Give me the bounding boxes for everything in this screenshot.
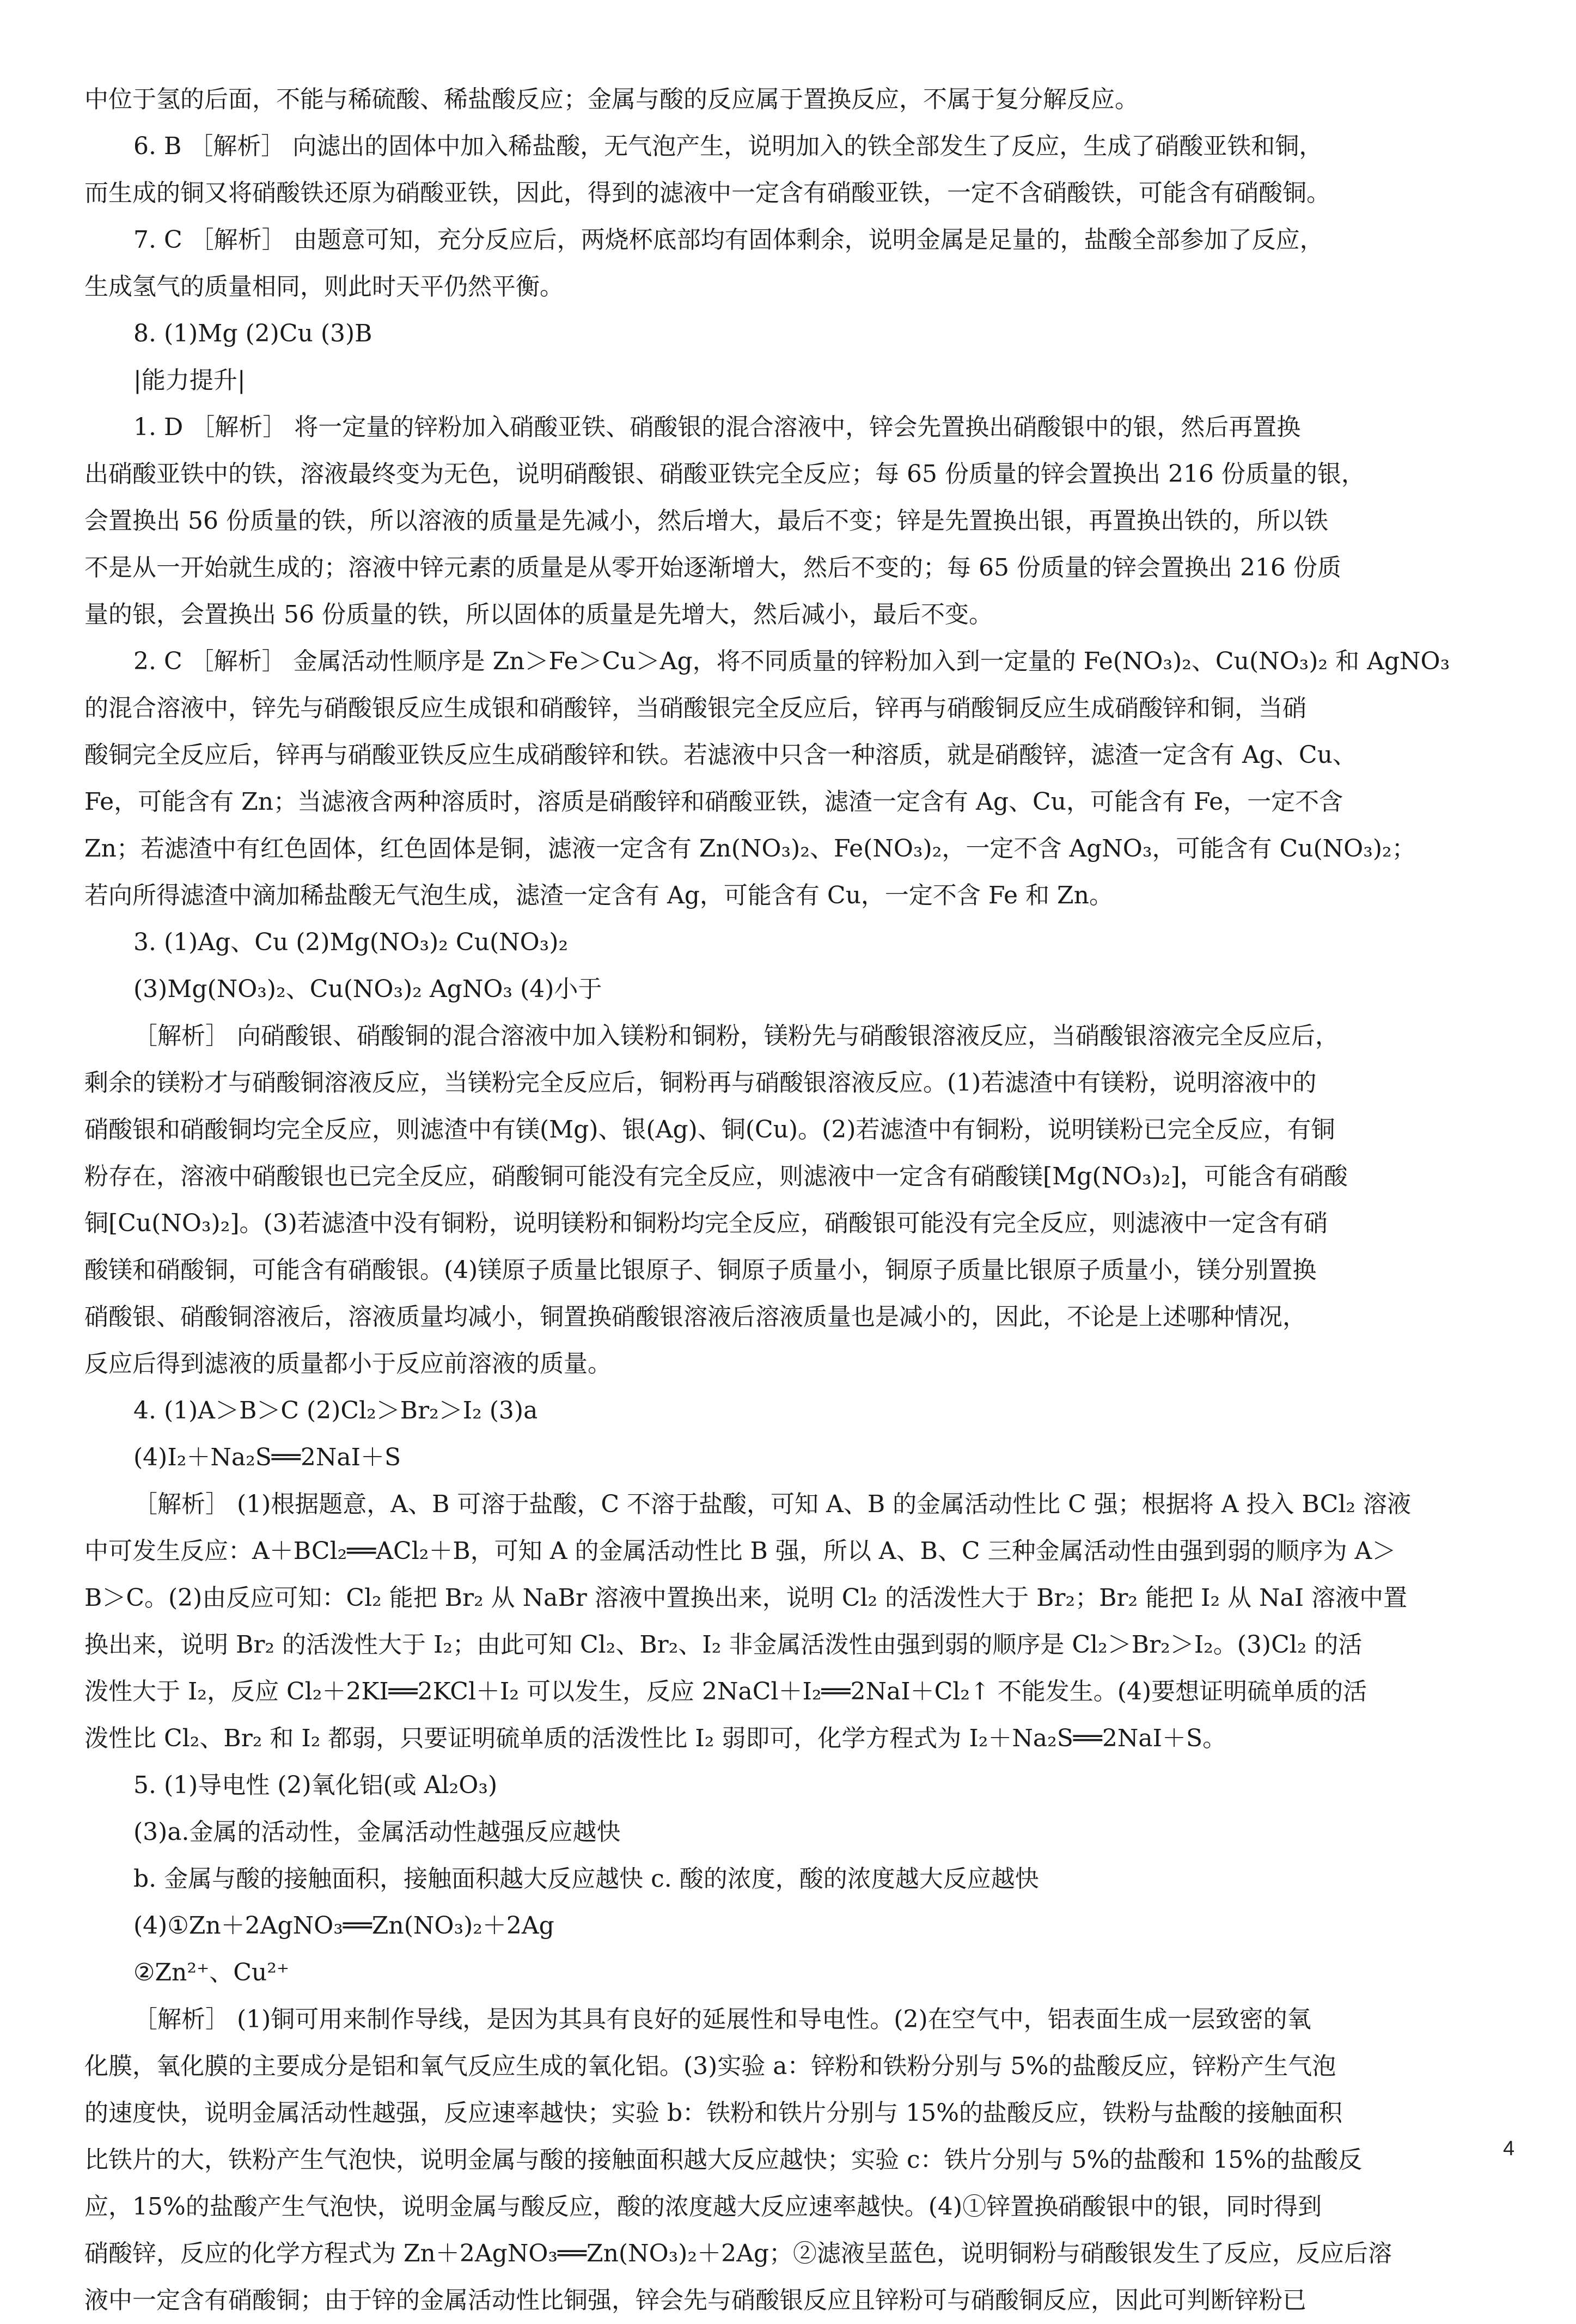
text-line: b. 金属与酸的接触面积，接触面积越大反应越快 c. 酸的浓度，酸的浓度越大反应越快 <box>133 1865 1039 1893</box>
text-line: 若向所得滤渣中滴加稀盐酸无气泡生成，滤渣一定含有 Ag，可能含有 Cu，一定不含 Fe 和 Zn。 <box>84 882 1113 909</box>
text-line: Zn；若滤渣中有红色固体，红色固体是铜，滤液一定含有 Zn(NO₃)₂、Fe(NO₃)₂，一定不含 AgNO₃，可能含有 Cu(NO₃)₂； <box>84 835 1416 863</box>
text-line: 应，15%的盐酸产生气泡快，说明金属与酸反应，酸的浓度越大反应速率越快。(4)①锌置换硝酸银中的银，同时得到 <box>84 2193 1322 2221</box>
answer-8-line: 8. (1)Mg (2)Cu (3)B <box>133 320 372 347</box>
text-line: 粉存在，溶液中硝酸银也已完全反应，硝酸铜可能没有完全反应，则滤液中一定含有硝酸镁[Mg(NO₃)₂]，可能含有硝酸 <box>84 1163 1348 1190</box>
text-line: 的速度快，说明金属活动性越强，反应速率越快；实验 b：铁粉和铁片分别与 15%的盐酸反应，铁粉与盐酸的接触面积 <box>84 2099 1342 2127</box>
text-line: 中位于氢的后面，不能与稀硫酸、稀盐酸反应；金属与酸的反应属于置换反应，不属于复分解反应。 <box>84 85 1139 113</box>
answer-4-line: 4. (1)A＞B＞C (2)Cl₂＞Br₂＞I₂ (3)a <box>133 1397 538 1424</box>
text-line: 出硝酸亚铁中的铁，溶液最终变为无色，说明硝酸银、硝酸亚铁完全反应；每 65 份质量的锌会置换出 216 份质量的银， <box>84 460 1365 488</box>
answer-3-line: 3. (1)Ag、Cu (2)Mg(NO₃)₂ Cu(NO₃)₂ <box>133 928 569 956</box>
text-line: 量的银，会置换出 56 份质量的铁，所以固体的质量是先增大，然后减小，最后不变。 <box>84 601 993 628</box>
text-line: 不是从一开始就生成的；溶液中锌元素的质量是从零开始逐渐增大，然后不变的；每 65 份质量的锌会置换出 216 份质 <box>84 554 1341 582</box>
text-line: (3)a.金属的活动性，金属活动性越强反应越快 <box>133 1818 621 1846</box>
text-line: 会置换出 56 份质量的铁，所以溶液的质量是先减小，然后增大，最后不变；锌是先置换出银，再置换出铁的，所以铁 <box>84 507 1328 535</box>
text-line: 化膜，氧化膜的主要成分是铝和氧气反应生成的氧化铝。(3)实验 a：锌粉和铁粉分别与 5%的盐酸反应，锌粉产生气泡 <box>84 2052 1336 2080</box>
text-line: 反应后得到滤液的质量都小于反应前溶液的质量。 <box>84 1350 612 1378</box>
text-line: (3)Mg(NO₃)₂、Cu(NO₃)₂ AgNO₃ (4)小于 <box>133 975 602 1003</box>
text-line: 硝酸银和硝酸铜均完全反应，则滤渣中有镁(Mg)、银(Ag)、铜(Cu)。(2)若滤渣中有铜粉，说明镁粉已完全反应，有铜 <box>84 1116 1335 1143</box>
text-line: 硝酸银、硝酸铜溶液后，溶液质量均减小，铜置换硝酸银溶液后溶液质量也是减小的，因此，不论是上述哪种情况， <box>84 1303 1306 1331</box>
text-line: 剩余的镁粉才与硝酸铜溶液反应，当镁粉完全反应后，铜粉再与硝酸银溶液反应。(1)若滤渣中有镁粉，说明溶液中的 <box>84 1069 1317 1097</box>
analysis-5-line: ［解析］ (1)铜可用来制作导线，是因为其具有良好的延展性和导电性。(2)在空气中，铝表面生成一层致密的氧 <box>133 2005 1311 2033</box>
answer-7-line: 7. C ［解析］ 由题意可知，充分反应后，两烧杯底部均有固体剩余，说明金属是足量的，盐酸全部参加了反应， <box>133 226 1324 254</box>
equation-line: (4)I₂＋Na₂S══2NaI＋S <box>133 1444 401 1471</box>
text-line: 泼性比 Cl₂、Br₂ 和 I₂ 都弱，只要证明硫单质的活泼性比 I₂ 弱即可，化学方程式为 I₂＋Na₂S══2NaI＋S。 <box>84 1724 1227 1752</box>
analysis-3-line: ［解析］ 向硝酸银、硝酸铜的混合溶液中加入镁粉和铜粉，镁粉先与硝酸银溶液反应，当硝酸银溶液完全反应后， <box>133 1022 1339 1050</box>
text-line: 硝酸锌，反应的化学方程式为 Zn＋2AgNO₃══Zn(NO₃)₂＋2Ag；②滤液呈蓝色，说明铜粉与硝酸银发生了反应，反应后溶 <box>84 2240 1392 2267</box>
text-line: 比铁片的大，铁粉产生气泡快，说明金属与酸的接触面积越大反应越快；实验 c：铁片分别与 5%的盐酸和 15%的盐酸反 <box>84 2146 1363 2174</box>
text-line: 液中一定含有硝酸铜；由于锌的金属活动性比铜强，锌会先与硝酸银反应且锌粉可与硝酸铜反应，因此可判断锌粉已 <box>84 2286 1306 2314</box>
text-line: 泼性大于 I₂，反应 Cl₂＋2KI══2KCl＋I₂ 可以发生，反应 2NaCl＋I₂══2NaI＋Cl₂↑ 不能发生。(4)要想证明硫单质的活 <box>84 1678 1367 1705</box>
document-body <box>84 76 1517 2324</box>
answer-6-line: 6. B ［解析］ 向滤出的固体中加入稀盐酸，无气泡产生，说明加入的铁全部发生了反应，生成了硝酸亚铁和铜， <box>133 132 1323 160</box>
text-line: 换出来，说明 Br₂ 的活泼性大于 I₂；由此可知 Cl₂、Br₂、I₂ 非金属活泼性由强到弱的顺序是 Cl₂＞Br₂＞I₂。(3)Cl₂ 的活 <box>84 1631 1363 1659</box>
equation-line: (4)①Zn＋2AgNO₃══Zn(NO₃)₂＋2Ag <box>133 1912 554 1940</box>
answer-1-line: 1. D ［解析］ 将一定量的锌粉加入硝酸亚铁、硝酸银的混合溶液中，锌会先置换出硝酸银中的银，然后再置换 <box>133 413 1301 441</box>
text-line: 而生成的铜又将硝酸铁还原为硝酸亚铁，因此，得到的滤液中一定含有硝酸亚铁，一定不含硝酸铁，可能含有硝酸铜。 <box>84 179 1330 207</box>
text-line: 生成氢气的质量相同，则此时天平仍然平衡。 <box>84 273 564 301</box>
text-line: B＞C。(2)由反应可知：Cl₂ 能把 Br₂ 从 NaBr 溶液中置换出来，说明 Cl₂ 的活泼性大于 Br₂；Br₂ 能把 I₂ 从 NaI 溶液中置 <box>84 1584 1408 1612</box>
text-line: 铜[Cu(NO₃)₂]。(3)若滤渣中没有铜粉，说明镁粉和铜粉均完全反应，硝酸银可能没有完全反应，则滤液中一定含有硝 <box>84 1209 1328 1237</box>
section-heading: |能力提升| <box>133 366 246 394</box>
page-number: 4 <box>1503 2137 1515 2160</box>
analysis-4-line: ［解析］ (1)根据题意，A、B 可溶于盐酸，C 不溶于盐酸，可知 A、B 的金属活动性比 C 强；根据将 A 投入 BCl₂ 溶液 <box>133 1490 1412 1518</box>
text-line: 酸铜完全反应后，锌再与硝酸亚铁反应生成硝酸锌和铁。若滤液中只含一种溶质，就是硝酸锌，滤渣一定含有 Ag、Cu、 <box>84 741 1357 769</box>
ion-list-line: ②Zn²⁺、Cu²⁺ <box>133 1959 290 1986</box>
text-line: Fe，可能含有 Zn；当滤液含两种溶质时，溶质是硝酸锌和硝酸亚铁，滤渣一定含有 Ag、Cu，可能含有 Fe，一定不含 <box>84 788 1343 816</box>
text-line: 的混合溶液中，锌先与硝酸银反应生成银和硝酸锌，当硝酸银完全反应后，锌再与硝酸铜反应生成硝酸锌和铜，当硝 <box>84 694 1306 722</box>
text-line: 酸镁和硝酸铜，可能含有硝酸银。(4)镁原子质量比银原子、铜原子质量小，铜原子质量比银原子质量小，镁分别置换 <box>84 1256 1317 1284</box>
text-line: 中可发生反应：A＋BCl₂══ACl₂＋B，可知 A 的金属活动性比 B 强，所以 A、B、C 三种金属活动性由强到弱的顺序为 A＞ <box>84 1537 1396 1565</box>
answer-5-line: 5. (1)导电性 (2)氧化铝(或 Al₂O₃) <box>133 1771 498 1799</box>
answer-2-line: 2. C ［解析］ 金属活动性顺序是 Zn＞Fe＞Cu＞Ag，将不同质量的锌粉加入到一定量的 Fe(NO₃)₂、Cu(NO₃)₂ 和 AgNO₃ <box>133 647 1450 675</box>
